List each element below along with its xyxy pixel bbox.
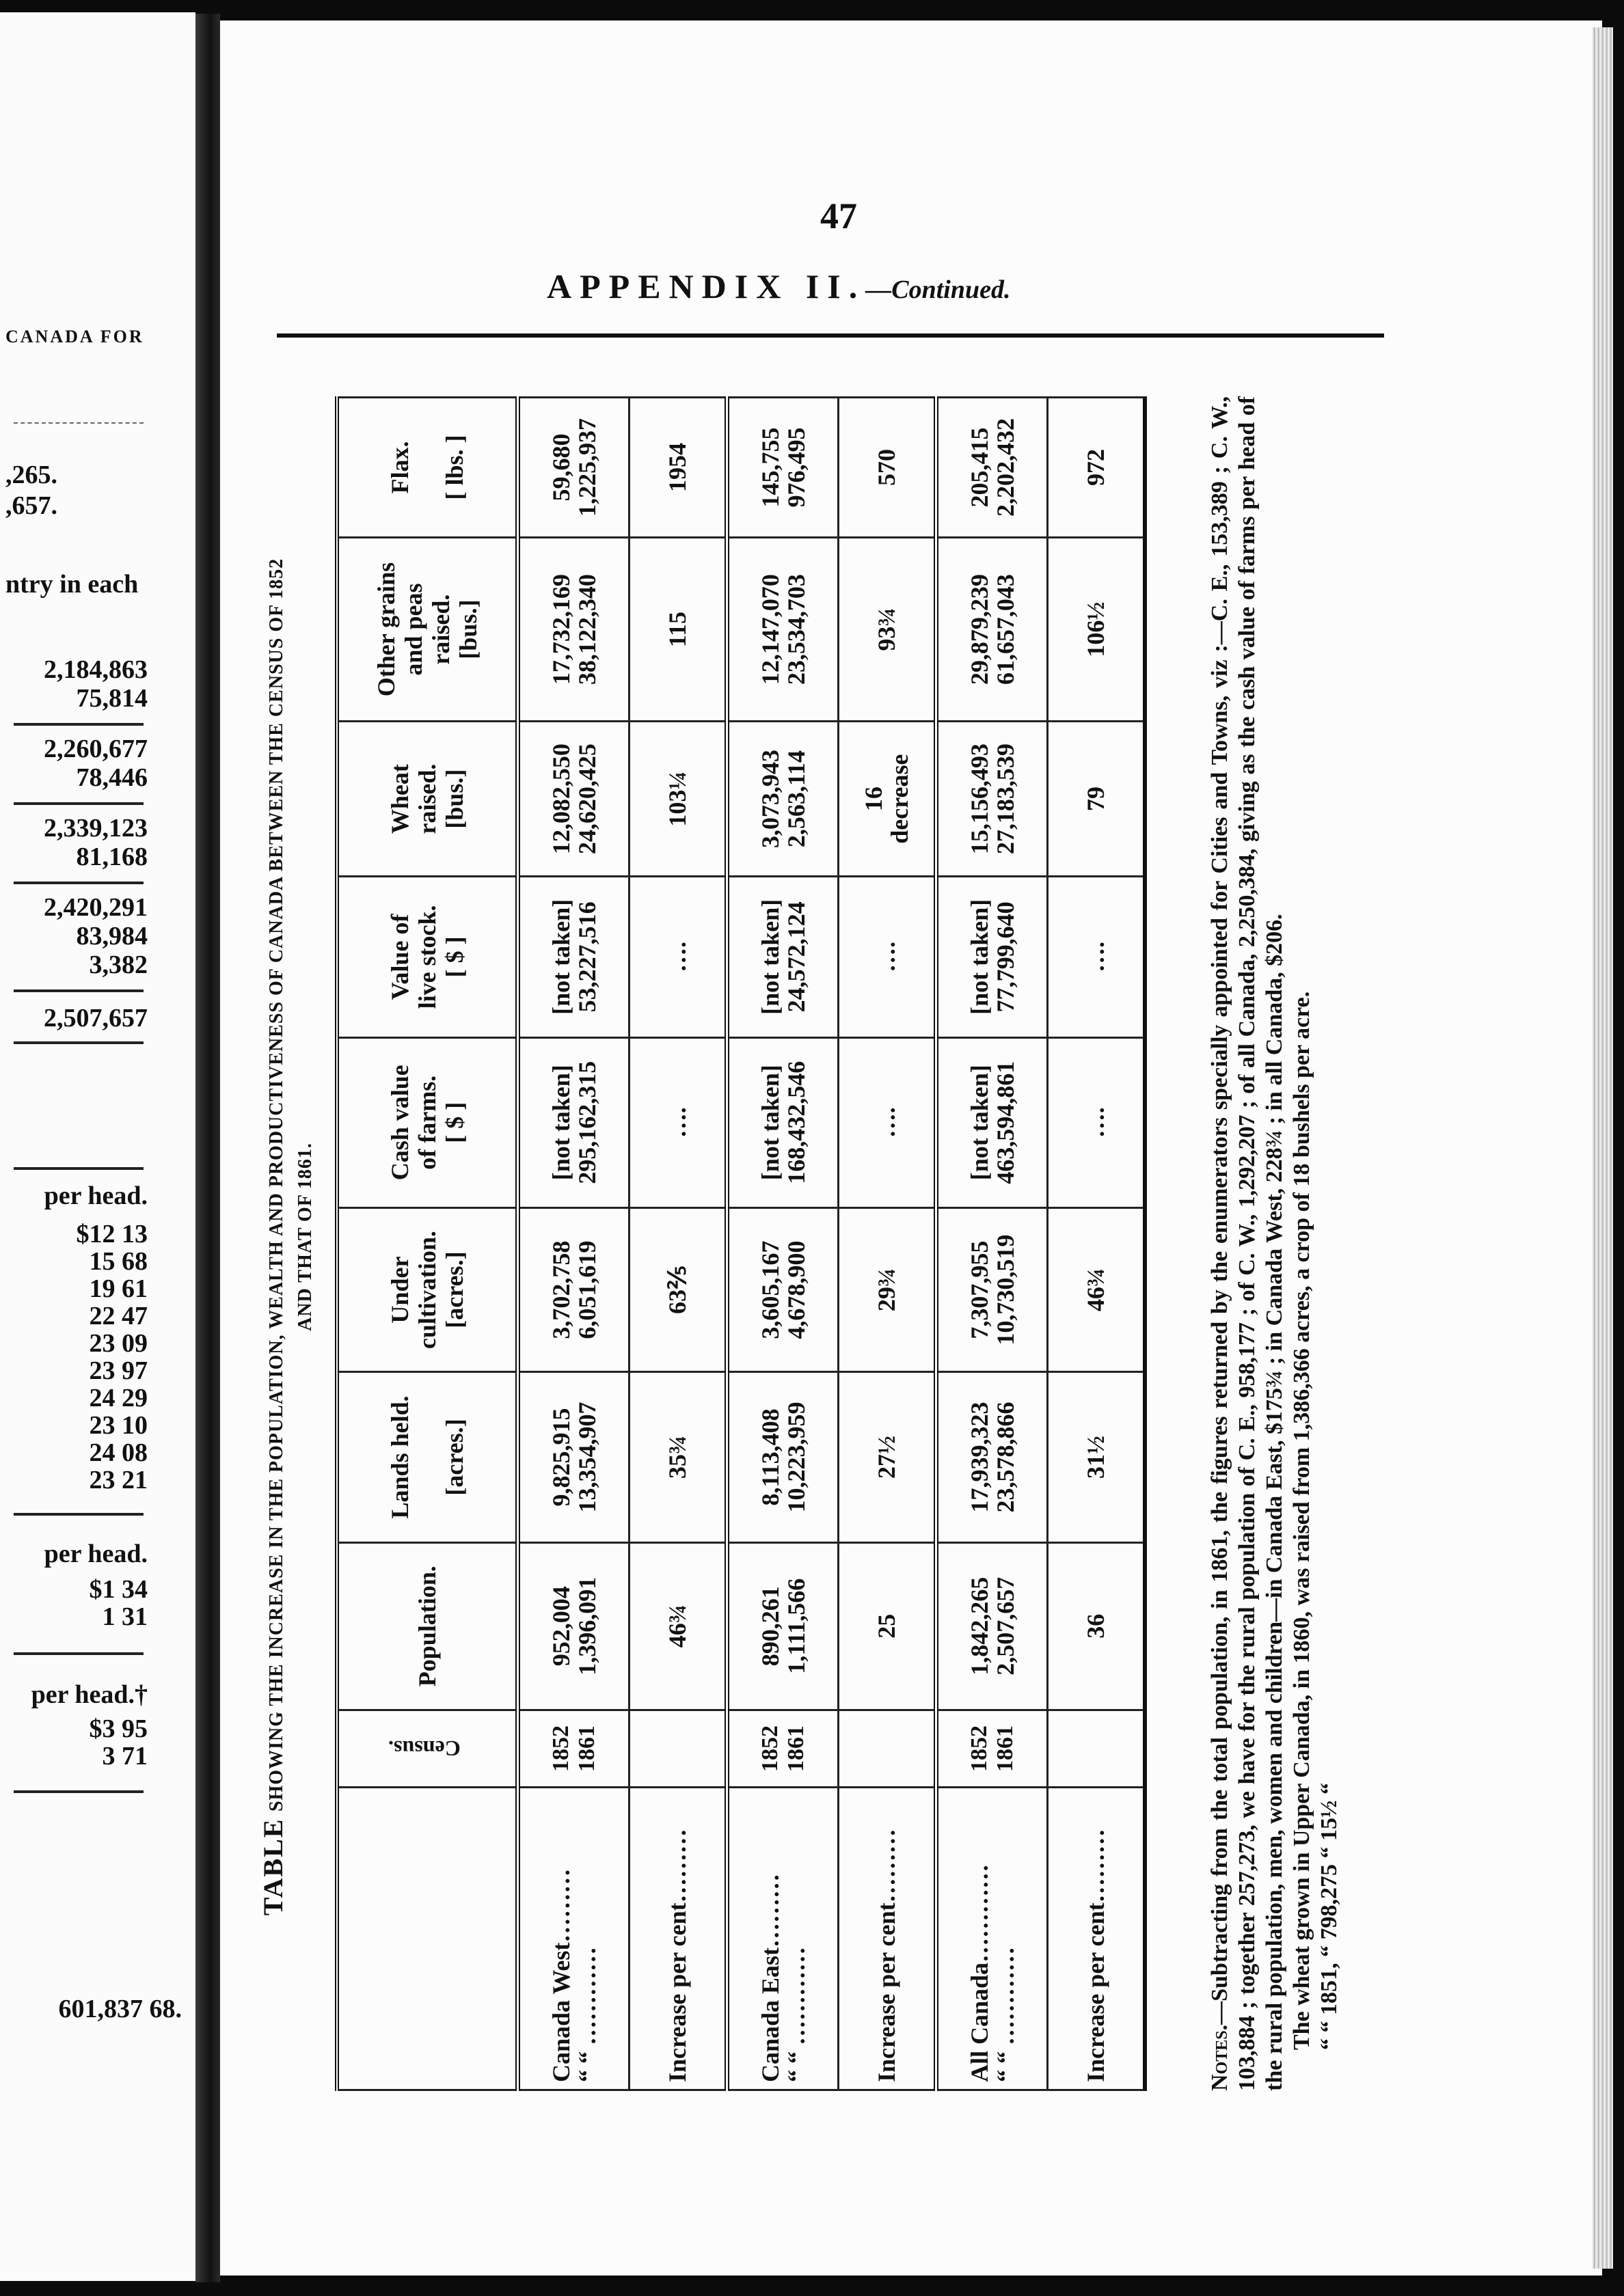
increase-other-grains: 93¾ xyxy=(839,537,936,721)
rotated-table-region xyxy=(260,369,1353,2105)
cell-value: [not taken] xyxy=(547,1065,575,1181)
increase-cultivation: 29¾ xyxy=(839,1207,936,1372)
table-title-line1: SHOWING THE INCREASE IN THE POPULATION, WEALTH AND PRODUCTIVENESS OF CANADA BETWEEN THE CENSUS OF 1852 xyxy=(266,558,287,1812)
cell-value: 17,939,323 xyxy=(966,1402,993,1513)
increase-live-stock: …. xyxy=(839,877,936,1038)
cell-live-stock xyxy=(518,877,630,1038)
cell-cultivation xyxy=(518,1207,630,1372)
increase-lands: 31½ xyxy=(1048,1372,1146,1542)
census-year: 1861 xyxy=(574,1725,599,1772)
census-years xyxy=(936,1710,1048,1788)
cell-value: 27,183,539 xyxy=(992,743,1019,855)
per-head-value: 22 47 xyxy=(89,1302,148,1330)
census-years xyxy=(727,1710,839,1788)
increase-wheat: 79 xyxy=(1048,722,1146,877)
cell-value: 15,156,493 xyxy=(966,743,993,855)
left-figure: 83,984 xyxy=(76,922,148,951)
appendix-continued: —Continued. xyxy=(865,275,1011,304)
per-head-value: 15 68 xyxy=(89,1247,148,1276)
increase-flax: 1954 xyxy=(630,398,727,538)
table-row xyxy=(936,398,1048,2090)
increase-label: Increase per cent……… xyxy=(1048,1788,1146,2090)
cell-value: 3,605,167 xyxy=(757,1240,784,1339)
row-label xyxy=(936,1788,1048,2090)
left-figure: 2,260,677 xyxy=(44,735,148,763)
per-head-label: per head. xyxy=(44,1540,148,1568)
per-head-value: 23 21 xyxy=(89,1466,148,1494)
cell-lands xyxy=(727,1372,839,1542)
table-row-increase xyxy=(839,398,936,2090)
census-year: 1861 xyxy=(783,1725,809,1772)
cell-value: 29,879,239 xyxy=(966,574,993,685)
cell-value: 17,732,169 xyxy=(547,574,575,685)
header-live-stock xyxy=(337,877,518,1038)
left-rule xyxy=(14,882,144,884)
left-rule xyxy=(14,1167,144,1170)
left-rule xyxy=(14,802,144,805)
cell-value: 10,223,959 xyxy=(783,1402,810,1513)
cell-population xyxy=(936,1542,1048,1710)
cell-value: 4,678,900 xyxy=(783,1240,810,1339)
increase-wheat xyxy=(839,722,936,877)
cell-lands xyxy=(936,1372,1048,1542)
cell-value: 9,825,915 xyxy=(547,1408,575,1507)
per-head-value: 3 71 xyxy=(102,1742,148,1771)
table-row xyxy=(518,398,630,2090)
cell-other-grains xyxy=(518,537,630,721)
cell-flax xyxy=(518,398,630,538)
header-census-text: Census. xyxy=(388,1736,461,1761)
per-head-value: 23 10 xyxy=(89,1411,148,1440)
left-text-fragment: ntry in each xyxy=(5,570,139,599)
cell-live-stock xyxy=(727,877,839,1038)
header-lands-line: [acres.] xyxy=(441,1419,468,1496)
header-livestock-line: live stock. xyxy=(414,905,441,1009)
header-other-grains xyxy=(337,537,518,721)
census-empty xyxy=(1048,1710,1146,1788)
header-wheat-line: [bus.] xyxy=(441,769,468,829)
increase-population: 36 xyxy=(1048,1542,1146,1710)
header-grains-line: [bus.] xyxy=(455,599,482,659)
cell-value: 890,261 xyxy=(757,1586,784,1667)
row-label-line: Canada West……… xyxy=(547,1868,575,2082)
left-rule xyxy=(14,989,144,992)
left-figure: 81,168 xyxy=(76,843,148,871)
cell-value: 10,730,519 xyxy=(992,1234,1019,1345)
left-rule xyxy=(14,422,144,424)
header-cash-value xyxy=(337,1037,518,1207)
cell-cash-value xyxy=(727,1037,839,1207)
cell-value: 8,113,408 xyxy=(757,1408,784,1506)
cell-value: 168,432,546 xyxy=(783,1061,810,1184)
left-figure: 2,184,863 xyxy=(44,655,148,684)
increase-cash-value: …. xyxy=(630,1037,727,1207)
cell-other-grains xyxy=(727,537,839,721)
header-wheat-line: Wheat xyxy=(386,764,414,834)
header-grains-line: Other grains xyxy=(373,562,400,697)
per-head-value: 23 97 xyxy=(89,1356,148,1385)
appendix-title xyxy=(547,266,1010,306)
cell-value: 205,415 xyxy=(966,427,993,508)
cell-value: 952,004 xyxy=(547,1586,575,1667)
cell-value: 23,534,703 xyxy=(783,574,810,685)
cell-value: 12,082,550 xyxy=(547,743,575,855)
cell-flax xyxy=(727,398,839,538)
left-rule xyxy=(14,1652,144,1655)
header-grains-line: raised. xyxy=(427,594,455,665)
cell-value: 53,227,516 xyxy=(573,901,601,1013)
cell-value: 295,162,315 xyxy=(573,1061,601,1184)
page-number: 47 xyxy=(820,195,857,236)
table-row xyxy=(727,398,839,2090)
increase-live-stock: …. xyxy=(630,877,727,1038)
cell-value: 24,572,124 xyxy=(783,901,810,1013)
cell-value: 2,202,432 xyxy=(992,418,1019,517)
left-figure: 2,339,123 xyxy=(44,814,148,843)
increase-cultivation: 63⅖ xyxy=(630,1207,727,1372)
row-label-line: Canada East……… xyxy=(757,1873,784,2082)
cell-value: 77,799,640 xyxy=(992,901,1019,1013)
table-row-increase xyxy=(630,398,727,2090)
per-head-value: 24 08 xyxy=(89,1438,148,1467)
left-num-a: ,265. xyxy=(5,461,57,489)
left-header-fragment: CANADA FOR xyxy=(5,327,144,346)
cell-value: 145,755 xyxy=(757,427,784,508)
notes-wheat-line: “ “ 1851, “ 798,275 “ 15½ “ xyxy=(1316,1783,1342,2050)
row-label-line: All Canada………… xyxy=(966,1863,993,2082)
census-year: 1852 xyxy=(548,1725,573,1772)
header-cultivation-line: cultivation. xyxy=(414,1231,441,1350)
increase-other-grains: 115 xyxy=(630,537,727,721)
appendix-title-text: APPENDIX II. xyxy=(547,267,866,305)
header-livestock-line: Value of xyxy=(386,914,414,1000)
cell-wheat xyxy=(727,722,839,877)
header-row xyxy=(337,398,518,2090)
left-rule xyxy=(14,723,144,726)
cell-population xyxy=(518,1542,630,1710)
cell-value: [not taken] xyxy=(966,899,993,1015)
per-head-value: 23 09 xyxy=(89,1329,148,1358)
cell-value: 12,147,070 xyxy=(757,574,784,685)
left-figure: 3,382 xyxy=(89,951,148,979)
top-rule xyxy=(277,333,1384,338)
per-head-value: $3 95 xyxy=(89,1714,148,1743)
header-flax-line: Flax. xyxy=(386,441,414,494)
increase-label: Increase per cent……… xyxy=(630,1788,727,2090)
header-cash-line: of farms. xyxy=(414,1075,441,1170)
increase-population: 46¾ xyxy=(630,1542,727,1710)
census-year: 1852 xyxy=(966,1725,992,1772)
increase-wheat: 103¼ xyxy=(630,722,727,877)
left-rule xyxy=(14,1513,144,1516)
header-wheat-line: raised. xyxy=(414,763,441,834)
increase-flax: 570 xyxy=(839,398,936,538)
cell-wheat xyxy=(936,722,1048,877)
cell-value: 1,111,566 xyxy=(783,1578,810,1674)
cell-cultivation xyxy=(936,1207,1048,1372)
cell-value: 23,578,866 xyxy=(992,1402,1019,1513)
header-cultivation xyxy=(337,1207,518,1372)
per-head-value: 24 29 xyxy=(89,1384,148,1412)
per-head-value: 1 31 xyxy=(102,1602,148,1631)
cell-value: [not taken] xyxy=(757,1065,784,1181)
data-table xyxy=(335,396,1147,2091)
left-rule xyxy=(14,1790,144,1793)
census-empty xyxy=(839,1710,936,1788)
header-livestock-line: [ $ ] xyxy=(441,936,468,978)
cell-live-stock xyxy=(936,877,1048,1038)
header-cultivation-line: Under xyxy=(386,1256,414,1324)
header-wheat xyxy=(337,722,518,877)
cell-lands xyxy=(518,1372,630,1542)
cell-cash-value xyxy=(518,1037,630,1207)
notes-label: Notes. xyxy=(1207,2024,1232,2091)
row-label xyxy=(518,1788,630,2090)
notes-wheat-line: The wheat grown in Upper Canada, in 1860, was raised from 1,386,366 acres, a crop of 18 bushels per acre. xyxy=(1289,991,1314,2050)
increase-other-grains: 106½ xyxy=(1048,537,1146,721)
cell-value: 3,702,758 xyxy=(547,1240,575,1339)
cell-value: 2,507,657 xyxy=(992,1576,1019,1676)
left-rule xyxy=(14,1041,144,1044)
header-flax xyxy=(337,398,518,538)
left-total: 2,507,657 xyxy=(44,1004,148,1033)
table-title-lead: TABLE xyxy=(258,1818,288,1916)
increase-cash-value: …. xyxy=(839,1037,936,1207)
row-label-line: “ “ ………… xyxy=(573,1947,601,2082)
cell-value: [not taken] xyxy=(966,1065,993,1181)
increase-flax: 972 xyxy=(1048,398,1146,538)
cell-value: 976,495 xyxy=(783,427,810,508)
increase-live-stock: …. xyxy=(1048,877,1146,1038)
cell-value: 7,307,955 xyxy=(966,1240,993,1339)
increase-wheat-note: decrease xyxy=(886,754,913,844)
page-edge xyxy=(1593,27,1613,2269)
header-lands-line: Lands held. xyxy=(386,1395,414,1519)
per-head-label: per head.† xyxy=(31,1680,148,1709)
cell-value: 13,354,907 xyxy=(573,1402,601,1513)
cell-value: [not taken] xyxy=(757,899,784,1015)
row-label xyxy=(727,1788,839,2090)
table-title-line2: AND THAT OF 1861. xyxy=(295,1143,316,1331)
left-page xyxy=(0,12,195,2281)
census-empty xyxy=(630,1710,727,1788)
increase-label: Increase per cent……… xyxy=(839,1788,936,2090)
cell-population xyxy=(727,1542,839,1710)
cell-cash-value xyxy=(936,1037,1048,1207)
notes-text: —Subtracting from the total population, in 1861, the figures returned by the enumerators specially appointed for Cities and Towns, viz :—C. E., 153,389 ; C. W., 103,884 ; together 257,273, we have for the rural population of C. E., 958,177 ; of C. W., 1,292,207 ; of all Canada, 2,250,384, giving as the cash value of farms per head of the rural population, men, women and children—in Canada East, $175¾ ; in Canada West, 228¾ ; in all Canada, $206. xyxy=(1207,396,1287,2091)
cell-other-grains xyxy=(936,537,1048,721)
left-figure: 78,446 xyxy=(76,763,148,792)
cell-value: 2,563,114 xyxy=(783,750,810,848)
book-spine xyxy=(195,14,220,2282)
header-flax-line: [ lbs. ] xyxy=(441,435,468,500)
increase-wheat-value: 16 xyxy=(860,787,887,812)
header-cash-line: [ $ ] xyxy=(441,1102,468,1143)
per-head-value: 19 61 xyxy=(89,1274,148,1303)
cell-cultivation xyxy=(727,1207,839,1372)
header-lands xyxy=(337,1372,518,1542)
header-cash-line: Cash value xyxy=(386,1065,414,1181)
census-year: 1861 xyxy=(992,1725,1018,1772)
table-row-increase xyxy=(1048,398,1146,2090)
cell-flax xyxy=(936,398,1048,538)
census-year: 1852 xyxy=(757,1725,783,1772)
cell-value: 6,051,619 xyxy=(573,1240,601,1339)
cell-value: 463,594,861 xyxy=(992,1061,1019,1184)
header-census xyxy=(337,1710,518,1788)
per-head-value: $1 34 xyxy=(89,1575,148,1604)
cell-value: 1,842,265 xyxy=(966,1576,993,1676)
cell-wheat xyxy=(518,722,630,877)
left-bottom-figure: 601,837 68. xyxy=(58,1995,182,2023)
cell-value: 1,396,091 xyxy=(573,1576,601,1676)
cell-value: 38,122,340 xyxy=(573,574,601,685)
cell-value: [not taken] xyxy=(547,899,575,1015)
header-region xyxy=(337,1788,518,2090)
increase-lands: 35¾ xyxy=(630,1372,727,1542)
per-head-value: $12 13 xyxy=(76,1220,148,1248)
increase-population: 25 xyxy=(839,1542,936,1710)
row-label-line: “ “ ………… xyxy=(992,1947,1019,2082)
increase-cash-value: …. xyxy=(1048,1037,1146,1207)
per-head-label: per head. xyxy=(44,1181,148,1210)
cell-value: 24,620,425 xyxy=(573,743,601,855)
left-figure: 75,814 xyxy=(76,684,148,713)
table-title xyxy=(260,383,319,2091)
increase-lands: 27½ xyxy=(839,1372,936,1542)
cell-value: 3,073,943 xyxy=(757,750,784,849)
header-grains-line: and peas xyxy=(400,583,427,676)
header-cultivation-line: [acres.] xyxy=(441,1251,468,1328)
table-notes xyxy=(1206,396,1343,2091)
left-num-b: ,657. xyxy=(5,491,57,520)
left-figure: 2,420,291 xyxy=(44,893,148,922)
cell-value: 61,657,043 xyxy=(992,574,1019,685)
increase-cultivation: 46¾ xyxy=(1048,1207,1146,1372)
cell-value: 1,225,937 xyxy=(573,418,601,517)
census-years xyxy=(518,1710,630,1788)
header-population: Population. xyxy=(337,1542,518,1710)
cell-value: 59,680 xyxy=(547,433,575,502)
row-label-line: “ “ ………… xyxy=(783,1947,810,2082)
